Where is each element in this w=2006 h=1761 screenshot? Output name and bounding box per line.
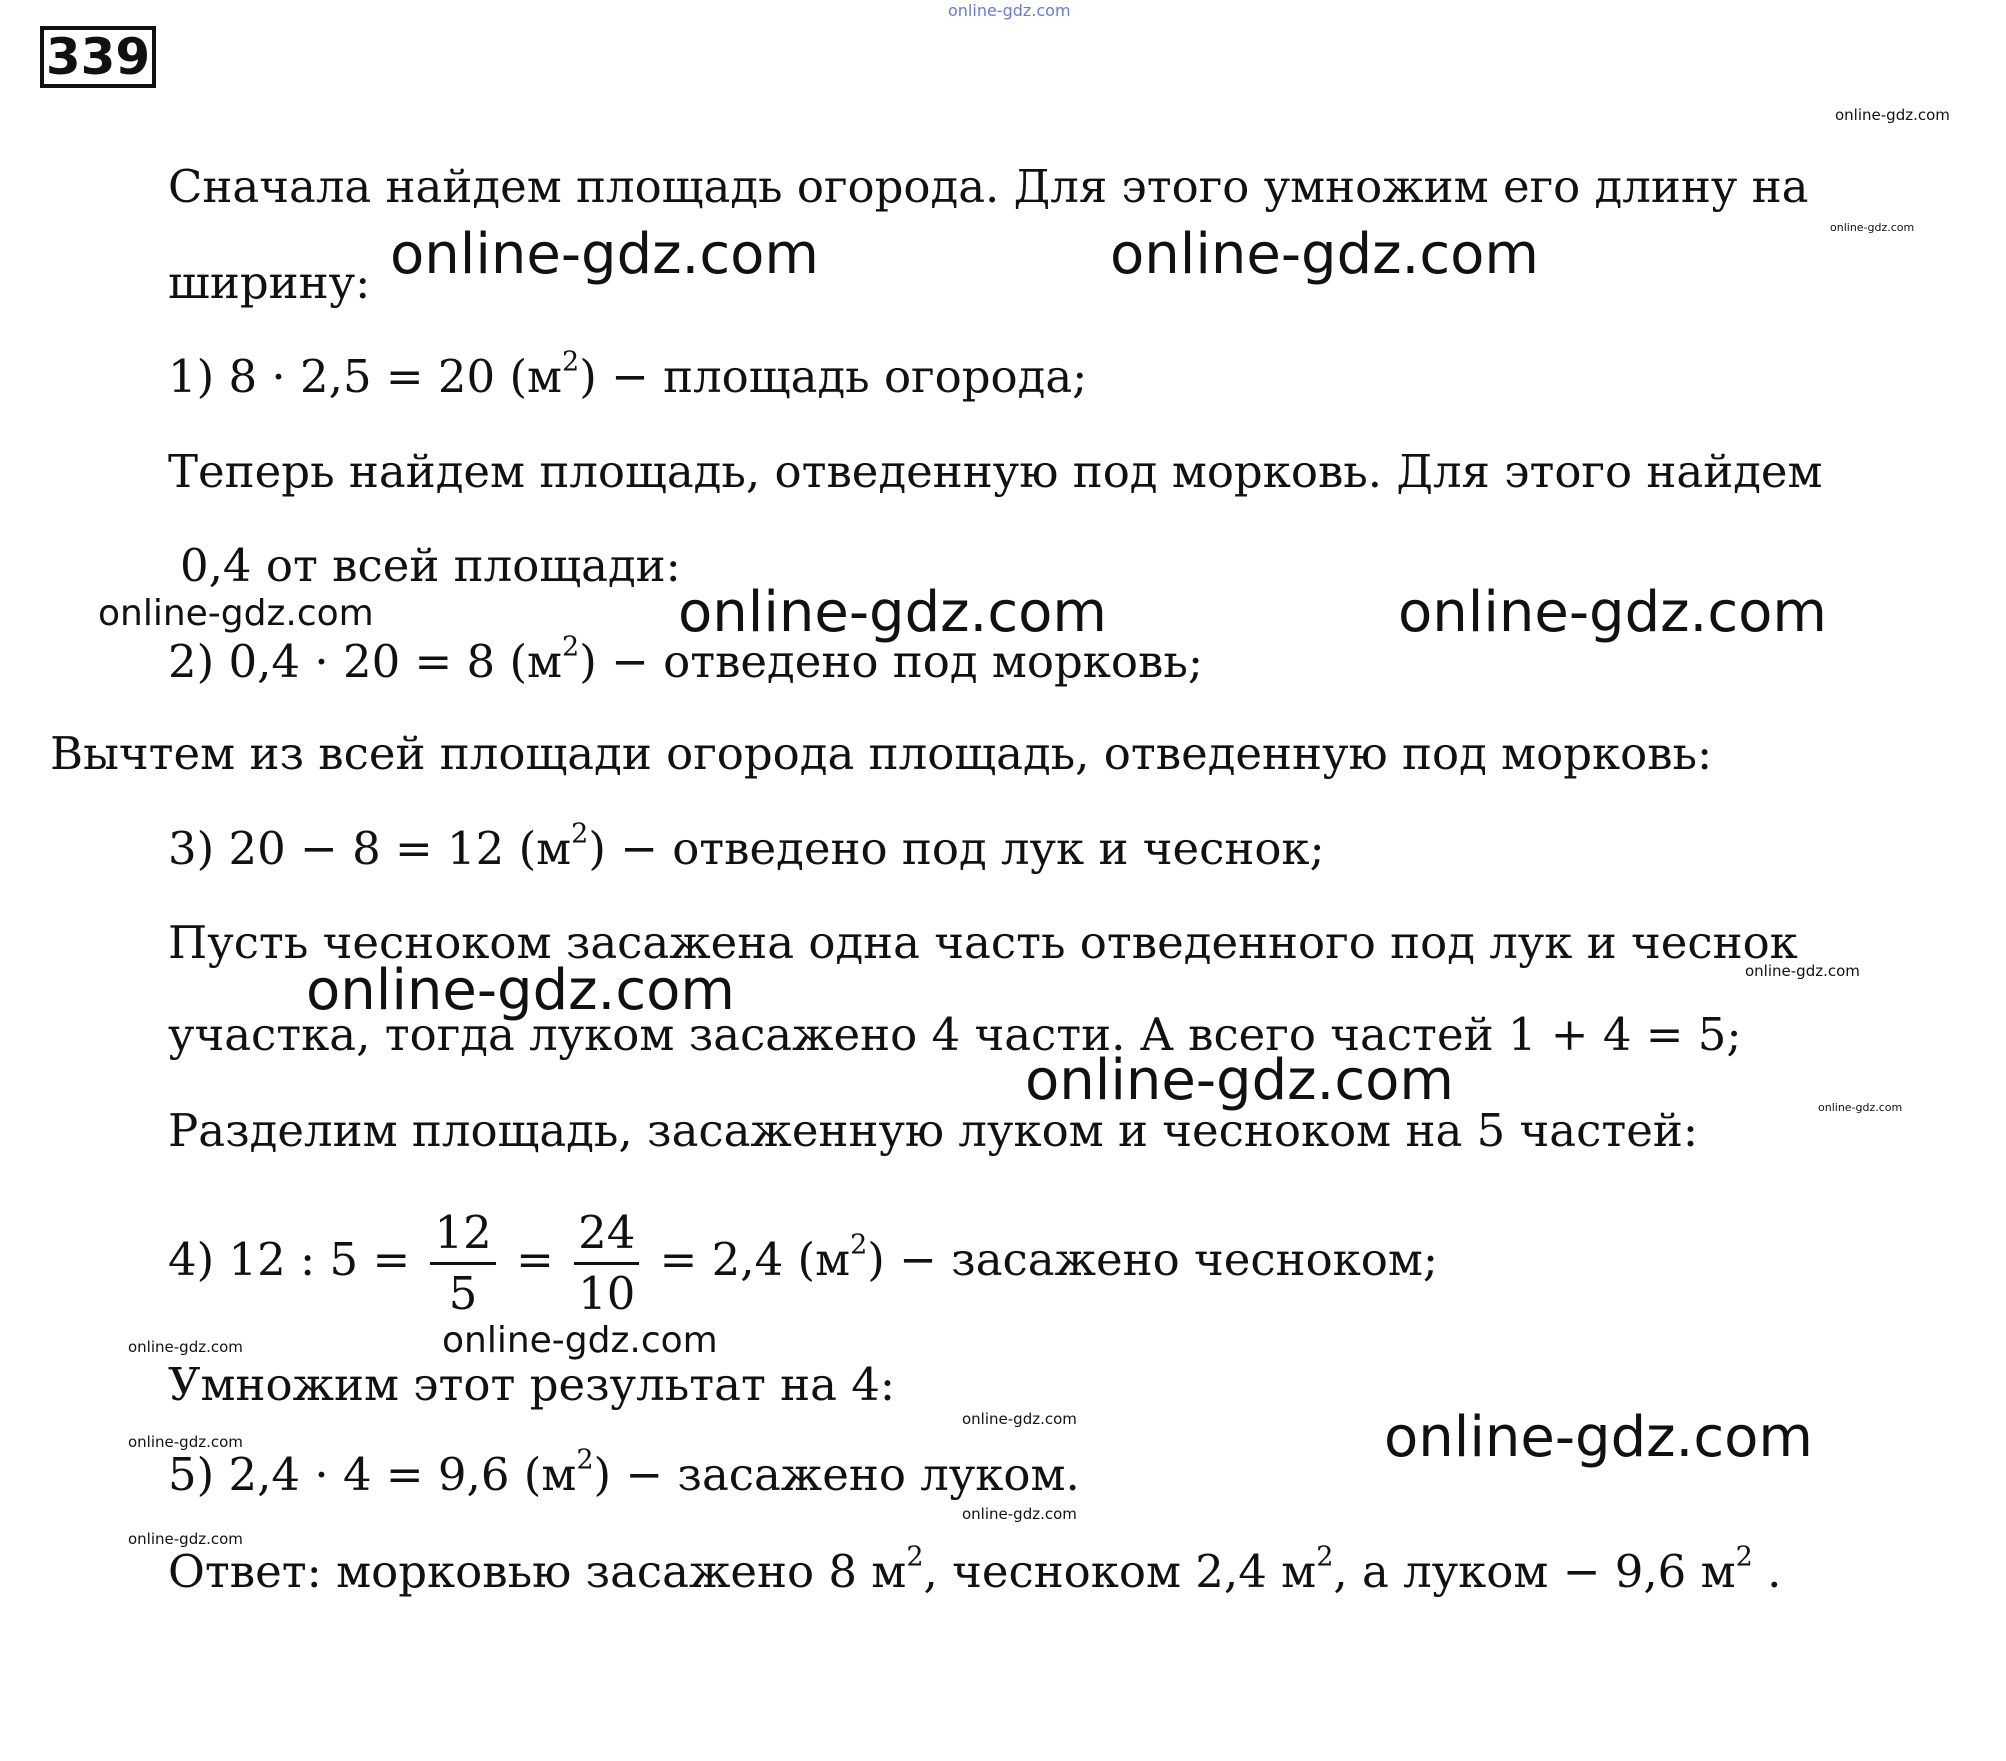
step-4	[168, 1190, 1438, 1330]
step-3-expr: 3) 20 − 8 = 12 (м	[168, 822, 572, 875]
watermark: online-gdz.com	[962, 1410, 1077, 1428]
step-3	[168, 818, 1325, 876]
step-4-result: = 2,4 (м	[659, 1233, 851, 1286]
fraction-denominator: 10	[578, 1267, 636, 1320]
text-line-7: Вычтем из всей площади огорода площадь, отведенную под морковь:	[50, 727, 1713, 780]
step-4-desc: ) − засажено чесноком;	[867, 1233, 1439, 1286]
watermark: online-gdz.com	[1745, 962, 1860, 980]
watermark: online-gdz.com	[128, 1530, 243, 1548]
step-1-expr: 1) 8 · 2,5 = 20 (м	[168, 350, 563, 403]
watermark: online-gdz.com	[1025, 1048, 1454, 1113]
square-exponent: 2	[571, 818, 589, 850]
step-2-desc: ) − отведено под морковь;	[579, 635, 1203, 688]
square-exponent: 2	[850, 1229, 868, 1261]
square-exponent: 2	[562, 631, 580, 663]
fraction-24-10	[574, 1208, 639, 1319]
text-line-1: Сначала найдем площадь огорода. Для этого умножим его длину на	[168, 160, 1809, 213]
watermark: online-gdz.com	[948, 1, 1071, 20]
step-2-expr: 2) 0,4 · 20 = 8 (м	[168, 635, 563, 688]
square-exponent: 2	[1735, 1541, 1753, 1573]
step-5-expr: 5) 2,4 · 4 = 9,6 (м	[168, 1448, 577, 1501]
step-3-desc: ) − отведено под лук и чеснок;	[588, 822, 1325, 875]
answer-part-1: Ответ: морковью засажено 8 м	[168, 1545, 907, 1598]
text-line-11: Разделим площадь, засаженную луком и чесноком на 5 частей:	[168, 1104, 1698, 1157]
step-1-desc: ) − площадь огорода;	[579, 350, 1088, 403]
text-line-4: Теперь найдем площадь, отведенную под морковь. Для этого найдем	[168, 445, 1823, 498]
fraction-denominator: 5	[448, 1267, 478, 1320]
watermark: online-gdz.com	[1835, 106, 1950, 124]
text-line-5: 0,4 от всей площади:	[180, 539, 681, 592]
watermark: online-gdz.com	[1818, 1101, 1903, 1114]
answer-line	[168, 1541, 1782, 1599]
square-exponent: 2	[1316, 1541, 1334, 1573]
task-number-box: 339	[40, 26, 156, 88]
watermark: online-gdz.com	[678, 580, 1107, 645]
watermark: online-gdz.com	[128, 1433, 243, 1451]
watermark: online-gdz.com	[1830, 221, 1915, 234]
square-exponent: 2	[576, 1444, 594, 1476]
step-4-expr: 4) 12 : 5 =	[168, 1233, 411, 1286]
answer-part-3: , а луком − 9,6 м	[1333, 1545, 1736, 1598]
fraction-numerator: 12	[430, 1208, 495, 1265]
text-line-10: участка, тогда луком засажено 4 части. А всего частей 1 + 4 = 5;	[168, 1008, 1742, 1061]
watermark: online-gdz.com	[306, 958, 735, 1023]
step-1	[168, 346, 1088, 404]
watermark: online-gdz.com	[98, 593, 374, 634]
watermark: online-gdz.com	[390, 222, 819, 287]
watermark: online-gdz.com	[1398, 580, 1827, 645]
step-5	[168, 1444, 1080, 1502]
watermark: online-gdz.com	[962, 1505, 1077, 1523]
fraction-12-5	[430, 1208, 495, 1319]
step-5-desc: ) − засажено луком.	[593, 1448, 1080, 1501]
text-line-13: Умножим этот результат на 4:	[168, 1358, 896, 1411]
watermark: online-gdz.com	[1110, 222, 1539, 287]
text-line-2: ширину:	[168, 256, 371, 309]
answer-part-2: , чесноком 2,4 м	[923, 1545, 1317, 1598]
watermark: online-gdz.com	[1384, 1405, 1813, 1470]
text-line-9: Пусть чесноком засажена одна часть отведенного под лук и чеснок	[168, 916, 1798, 969]
square-exponent: 2	[906, 1541, 924, 1573]
fraction-numerator: 24	[574, 1208, 639, 1265]
watermark: online-gdz.com	[128, 1338, 243, 1356]
answer-part-4: .	[1752, 1545, 1782, 1598]
watermark: online-gdz.com	[442, 1320, 718, 1361]
square-exponent: 2	[562, 346, 580, 378]
equals-sign: =	[516, 1233, 554, 1286]
